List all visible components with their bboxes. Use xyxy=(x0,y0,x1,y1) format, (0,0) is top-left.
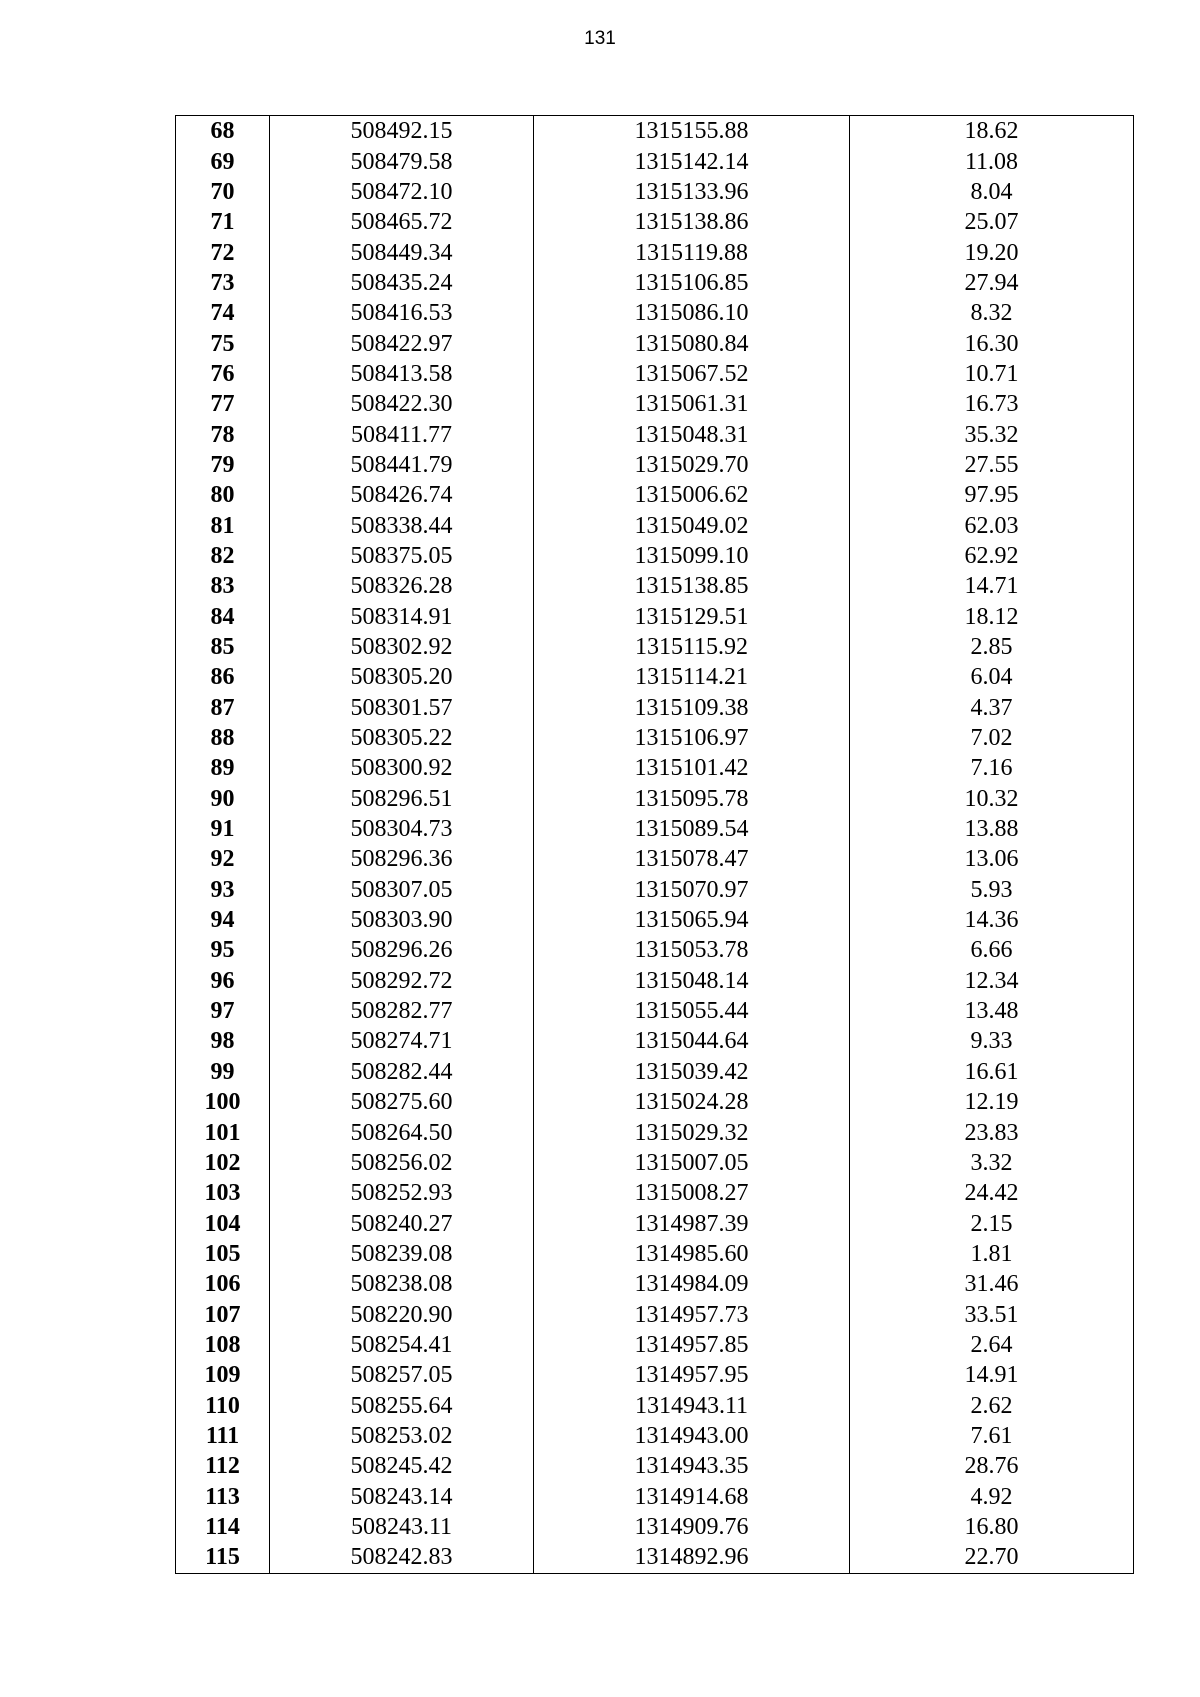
distance-cell: 8.04 xyxy=(850,177,1134,207)
x-coordinate-cell: 508413.58 xyxy=(270,359,534,389)
table-row xyxy=(176,1360,1134,1390)
distance-cell: 23.83 xyxy=(850,1117,1134,1147)
table-row xyxy=(176,784,1134,814)
point-number-cell: 88 xyxy=(176,723,270,753)
distance-cell: 7.16 xyxy=(850,753,1134,783)
point-number-cell: 70 xyxy=(176,177,270,207)
table-row xyxy=(176,541,1134,571)
x-coordinate-cell: 508253.02 xyxy=(270,1421,534,1451)
distance-cell: 14.36 xyxy=(850,905,1134,935)
distance-cell: 10.71 xyxy=(850,359,1134,389)
point-number-cell: 95 xyxy=(176,935,270,965)
table-row xyxy=(176,207,1134,237)
x-coordinate-cell: 508282.44 xyxy=(270,1057,534,1087)
point-number-cell: 86 xyxy=(176,662,270,692)
point-number-cell: 89 xyxy=(176,753,270,783)
y-coordinate-cell: 1315049.02 xyxy=(534,510,850,540)
y-coordinate-cell: 1314914.68 xyxy=(534,1481,850,1511)
table-row xyxy=(176,602,1134,632)
table-row xyxy=(176,480,1134,510)
point-number-cell: 87 xyxy=(176,693,270,723)
y-coordinate-cell: 1315006.62 xyxy=(534,480,850,510)
distance-cell: 18.12 xyxy=(850,602,1134,632)
point-number-cell: 96 xyxy=(176,966,270,996)
x-coordinate-cell: 508465.72 xyxy=(270,207,534,237)
y-coordinate-cell: 1315142.14 xyxy=(534,146,850,176)
table-row xyxy=(176,1026,1134,1056)
point-number-cell: 108 xyxy=(176,1330,270,1360)
y-coordinate-cell: 1314957.73 xyxy=(534,1299,850,1329)
distance-cell: 12.19 xyxy=(850,1087,1134,1117)
point-number-cell: 111 xyxy=(176,1421,270,1451)
point-number-cell: 81 xyxy=(176,510,270,540)
x-coordinate-cell: 508302.92 xyxy=(270,632,534,662)
table-row xyxy=(176,1330,1134,1360)
point-number-cell: 109 xyxy=(176,1360,270,1390)
distance-cell: 2.62 xyxy=(850,1390,1134,1420)
table-row xyxy=(176,1390,1134,1420)
table-row xyxy=(176,116,1134,147)
y-coordinate-cell: 1315080.84 xyxy=(534,328,850,358)
x-coordinate-cell: 508422.30 xyxy=(270,389,534,419)
distance-cell: 97.95 xyxy=(850,480,1134,510)
y-coordinate-cell: 1315109.38 xyxy=(534,693,850,723)
point-number-cell: 101 xyxy=(176,1117,270,1147)
table-row xyxy=(176,450,1134,480)
point-number-cell: 75 xyxy=(176,328,270,358)
point-number-cell: 98 xyxy=(176,1026,270,1056)
y-coordinate-cell: 1315089.54 xyxy=(534,814,850,844)
x-coordinate-cell: 508220.90 xyxy=(270,1299,534,1329)
x-coordinate-cell: 508242.83 xyxy=(270,1542,534,1573)
distance-cell: 25.07 xyxy=(850,207,1134,237)
y-coordinate-cell: 1315106.97 xyxy=(534,723,850,753)
distance-cell: 18.62 xyxy=(850,116,1134,147)
distance-cell: 8.32 xyxy=(850,298,1134,328)
table-row xyxy=(176,1269,1134,1299)
x-coordinate-cell: 508301.57 xyxy=(270,693,534,723)
table-row xyxy=(176,510,1134,540)
x-coordinate-cell: 508243.11 xyxy=(270,1512,534,1542)
y-coordinate-cell: 1315029.32 xyxy=(534,1117,850,1147)
x-coordinate-cell: 508303.90 xyxy=(270,905,534,935)
point-number-cell: 68 xyxy=(176,116,270,147)
y-coordinate-cell: 1315029.70 xyxy=(534,450,850,480)
y-coordinate-cell: 1315053.78 xyxy=(534,935,850,965)
table-row xyxy=(176,693,1134,723)
page-number: 131 xyxy=(584,28,616,49)
table-row xyxy=(176,1421,1134,1451)
x-coordinate-cell: 508245.42 xyxy=(270,1451,534,1481)
distance-cell: 6.04 xyxy=(850,662,1134,692)
distance-cell: 1.81 xyxy=(850,1239,1134,1269)
distance-cell: 3.32 xyxy=(850,1148,1134,1178)
point-number-cell: 78 xyxy=(176,419,270,449)
y-coordinate-cell: 1314909.76 xyxy=(534,1512,850,1542)
distance-cell: 22.70 xyxy=(850,1542,1134,1573)
x-coordinate-cell: 508275.60 xyxy=(270,1087,534,1117)
distance-cell: 9.33 xyxy=(850,1026,1134,1056)
point-number-cell: 114 xyxy=(176,1512,270,1542)
x-coordinate-cell: 508254.41 xyxy=(270,1330,534,1360)
x-coordinate-cell: 508256.02 xyxy=(270,1148,534,1178)
distance-cell: 16.61 xyxy=(850,1057,1134,1087)
y-coordinate-cell: 1315115.92 xyxy=(534,632,850,662)
distance-cell: 6.66 xyxy=(850,935,1134,965)
distance-cell: 33.51 xyxy=(850,1299,1134,1329)
x-coordinate-cell: 508305.22 xyxy=(270,723,534,753)
y-coordinate-cell: 1315101.42 xyxy=(534,753,850,783)
distance-cell: 2.64 xyxy=(850,1330,1134,1360)
table-row xyxy=(176,905,1134,935)
point-number-cell: 100 xyxy=(176,1087,270,1117)
distance-cell: 28.76 xyxy=(850,1451,1134,1481)
distance-cell: 13.06 xyxy=(850,844,1134,874)
table-row xyxy=(176,146,1134,176)
y-coordinate-cell: 1315155.88 xyxy=(534,116,850,147)
table-row xyxy=(176,359,1134,389)
distance-cell: 12.34 xyxy=(850,966,1134,996)
point-number-cell: 80 xyxy=(176,480,270,510)
distance-cell: 27.94 xyxy=(850,268,1134,298)
table-row xyxy=(176,753,1134,783)
x-coordinate-cell: 508426.74 xyxy=(270,480,534,510)
y-coordinate-cell: 1315138.86 xyxy=(534,207,850,237)
x-coordinate-cell: 508422.97 xyxy=(270,328,534,358)
table-row xyxy=(176,177,1134,207)
x-coordinate-cell: 508492.15 xyxy=(270,116,534,147)
y-coordinate-cell: 1315065.94 xyxy=(534,905,850,935)
y-coordinate-cell: 1315048.14 xyxy=(534,966,850,996)
y-coordinate-cell: 1314943.35 xyxy=(534,1451,850,1481)
y-coordinate-cell: 1314957.95 xyxy=(534,1360,850,1390)
x-coordinate-cell: 508307.05 xyxy=(270,875,534,905)
x-coordinate-cell: 508282.77 xyxy=(270,996,534,1026)
point-number-cell: 92 xyxy=(176,844,270,874)
x-coordinate-cell: 508255.64 xyxy=(270,1390,534,1420)
distance-cell: 62.03 xyxy=(850,510,1134,540)
point-number-cell: 93 xyxy=(176,875,270,905)
table-row xyxy=(176,1481,1134,1511)
x-coordinate-cell: 508239.08 xyxy=(270,1239,534,1269)
distance-cell: 35.32 xyxy=(850,419,1134,449)
table-row xyxy=(176,1087,1134,1117)
y-coordinate-cell: 1315114.21 xyxy=(534,662,850,692)
table-row xyxy=(176,1178,1134,1208)
y-coordinate-cell: 1315138.85 xyxy=(534,571,850,601)
y-coordinate-cell: 1315007.05 xyxy=(534,1148,850,1178)
point-number-cell: 112 xyxy=(176,1451,270,1481)
y-coordinate-cell: 1315078.47 xyxy=(534,844,850,874)
distance-cell: 2.15 xyxy=(850,1208,1134,1238)
x-coordinate-cell: 508240.27 xyxy=(270,1208,534,1238)
x-coordinate-cell: 508479.58 xyxy=(270,146,534,176)
table-row xyxy=(176,723,1134,753)
point-number-cell: 113 xyxy=(176,1481,270,1511)
distance-cell: 13.48 xyxy=(850,996,1134,1026)
table-row xyxy=(176,419,1134,449)
point-number-cell: 90 xyxy=(176,784,270,814)
distance-cell: 5.93 xyxy=(850,875,1134,905)
y-coordinate-cell: 1314892.96 xyxy=(534,1542,850,1573)
distance-cell: 4.37 xyxy=(850,693,1134,723)
table-row xyxy=(176,1117,1134,1147)
point-number-cell: 110 xyxy=(176,1390,270,1420)
point-number-cell: 94 xyxy=(176,905,270,935)
table-row xyxy=(176,844,1134,874)
x-coordinate-cell: 508296.51 xyxy=(270,784,534,814)
x-coordinate-cell: 508416.53 xyxy=(270,298,534,328)
x-coordinate-cell: 508411.77 xyxy=(270,419,534,449)
y-coordinate-cell: 1315106.85 xyxy=(534,268,850,298)
point-number-cell: 71 xyxy=(176,207,270,237)
x-coordinate-cell: 508257.05 xyxy=(270,1360,534,1390)
x-coordinate-cell: 508435.24 xyxy=(270,268,534,298)
distance-cell: 7.61 xyxy=(850,1421,1134,1451)
y-coordinate-cell: 1315039.42 xyxy=(534,1057,850,1087)
table-row xyxy=(176,1512,1134,1542)
table-row xyxy=(176,935,1134,965)
table-row xyxy=(176,1208,1134,1238)
point-number-cell: 82 xyxy=(176,541,270,571)
table-row xyxy=(176,1057,1134,1087)
y-coordinate-cell: 1315044.64 xyxy=(534,1026,850,1056)
x-coordinate-cell: 508304.73 xyxy=(270,814,534,844)
distance-cell: 14.71 xyxy=(850,571,1134,601)
x-coordinate-cell: 508375.05 xyxy=(270,541,534,571)
y-coordinate-cell: 1315070.97 xyxy=(534,875,850,905)
x-coordinate-cell: 508252.93 xyxy=(270,1178,534,1208)
point-number-cell: 115 xyxy=(176,1542,270,1573)
x-coordinate-cell: 508296.36 xyxy=(270,844,534,874)
coordinates-table-body xyxy=(176,116,1134,1574)
distance-cell: 62.92 xyxy=(850,541,1134,571)
point-number-cell: 74 xyxy=(176,298,270,328)
y-coordinate-cell: 1314943.00 xyxy=(534,1421,850,1451)
distance-cell: 19.20 xyxy=(850,237,1134,267)
y-coordinate-cell: 1315067.52 xyxy=(534,359,850,389)
y-coordinate-cell: 1315061.31 xyxy=(534,389,850,419)
table-row xyxy=(176,389,1134,419)
table-row xyxy=(176,571,1134,601)
table-row xyxy=(176,328,1134,358)
point-number-cell: 73 xyxy=(176,268,270,298)
distance-cell: 4.92 xyxy=(850,1481,1134,1511)
table-row xyxy=(176,966,1134,996)
table-row xyxy=(176,1451,1134,1481)
distance-cell: 14.91 xyxy=(850,1360,1134,1390)
y-coordinate-cell: 1314985.60 xyxy=(534,1239,850,1269)
x-coordinate-cell: 508243.14 xyxy=(270,1481,534,1511)
table-row xyxy=(176,632,1134,662)
table-row xyxy=(176,1299,1134,1329)
point-number-cell: 97 xyxy=(176,996,270,1026)
distance-cell: 2.85 xyxy=(850,632,1134,662)
table-row xyxy=(176,1239,1134,1269)
table-row xyxy=(176,814,1134,844)
point-number-cell: 76 xyxy=(176,359,270,389)
x-coordinate-cell: 508292.72 xyxy=(270,966,534,996)
point-number-cell: 106 xyxy=(176,1269,270,1299)
x-coordinate-cell: 508472.10 xyxy=(270,177,534,207)
y-coordinate-cell: 1315008.27 xyxy=(534,1178,850,1208)
x-coordinate-cell: 508300.92 xyxy=(270,753,534,783)
point-number-cell: 105 xyxy=(176,1239,270,1269)
table-row xyxy=(176,268,1134,298)
y-coordinate-cell: 1315048.31 xyxy=(534,419,850,449)
y-coordinate-cell: 1315099.10 xyxy=(534,541,850,571)
table-row xyxy=(176,298,1134,328)
point-number-cell: 85 xyxy=(176,632,270,662)
point-number-cell: 69 xyxy=(176,146,270,176)
x-coordinate-cell: 508449.34 xyxy=(270,237,534,267)
x-coordinate-cell: 508305.20 xyxy=(270,662,534,692)
distance-cell: 11.08 xyxy=(850,146,1134,176)
table-row xyxy=(176,996,1134,1026)
point-number-cell: 91 xyxy=(176,814,270,844)
distance-cell: 16.73 xyxy=(850,389,1134,419)
y-coordinate-cell: 1315086.10 xyxy=(534,298,850,328)
distance-cell: 16.80 xyxy=(850,1512,1134,1542)
distance-cell: 10.32 xyxy=(850,784,1134,814)
y-coordinate-cell: 1315055.44 xyxy=(534,996,850,1026)
table-row xyxy=(176,875,1134,905)
y-coordinate-cell: 1314984.09 xyxy=(534,1269,850,1299)
point-number-cell: 102 xyxy=(176,1148,270,1178)
x-coordinate-cell: 508274.71 xyxy=(270,1026,534,1056)
point-number-cell: 104 xyxy=(176,1208,270,1238)
y-coordinate-cell: 1315119.88 xyxy=(534,237,850,267)
y-coordinate-cell: 1315024.28 xyxy=(534,1087,850,1117)
y-coordinate-cell: 1314987.39 xyxy=(534,1208,850,1238)
point-number-cell: 107 xyxy=(176,1299,270,1329)
distance-cell: 13.88 xyxy=(850,814,1134,844)
point-number-cell: 79 xyxy=(176,450,270,480)
table-row xyxy=(176,1148,1134,1178)
y-coordinate-cell: 1314957.85 xyxy=(534,1330,850,1360)
point-number-cell: 77 xyxy=(176,389,270,419)
y-coordinate-cell: 1314943.11 xyxy=(534,1390,850,1420)
coordinates-table xyxy=(175,115,1134,1574)
y-coordinate-cell: 1315133.96 xyxy=(534,177,850,207)
x-coordinate-cell: 508238.08 xyxy=(270,1269,534,1299)
distance-cell: 24.42 xyxy=(850,1178,1134,1208)
y-coordinate-cell: 1315129.51 xyxy=(534,602,850,632)
point-number-cell: 103 xyxy=(176,1178,270,1208)
x-coordinate-cell: 508264.50 xyxy=(270,1117,534,1147)
x-coordinate-cell: 508441.79 xyxy=(270,450,534,480)
point-number-cell: 83 xyxy=(176,571,270,601)
point-number-cell: 84 xyxy=(176,602,270,632)
distance-cell: 7.02 xyxy=(850,723,1134,753)
table-row xyxy=(176,1542,1134,1573)
x-coordinate-cell: 508326.28 xyxy=(270,571,534,601)
x-coordinate-cell: 508296.26 xyxy=(270,935,534,965)
distance-cell: 16.30 xyxy=(850,328,1134,358)
table-row xyxy=(176,662,1134,692)
distance-cell: 31.46 xyxy=(850,1269,1134,1299)
y-coordinate-cell: 1315095.78 xyxy=(534,784,850,814)
distance-cell: 27.55 xyxy=(850,450,1134,480)
x-coordinate-cell: 508314.91 xyxy=(270,602,534,632)
x-coordinate-cell: 508338.44 xyxy=(270,510,534,540)
point-number-cell: 72 xyxy=(176,237,270,267)
table-row xyxy=(176,237,1134,267)
point-number-cell: 99 xyxy=(176,1057,270,1087)
